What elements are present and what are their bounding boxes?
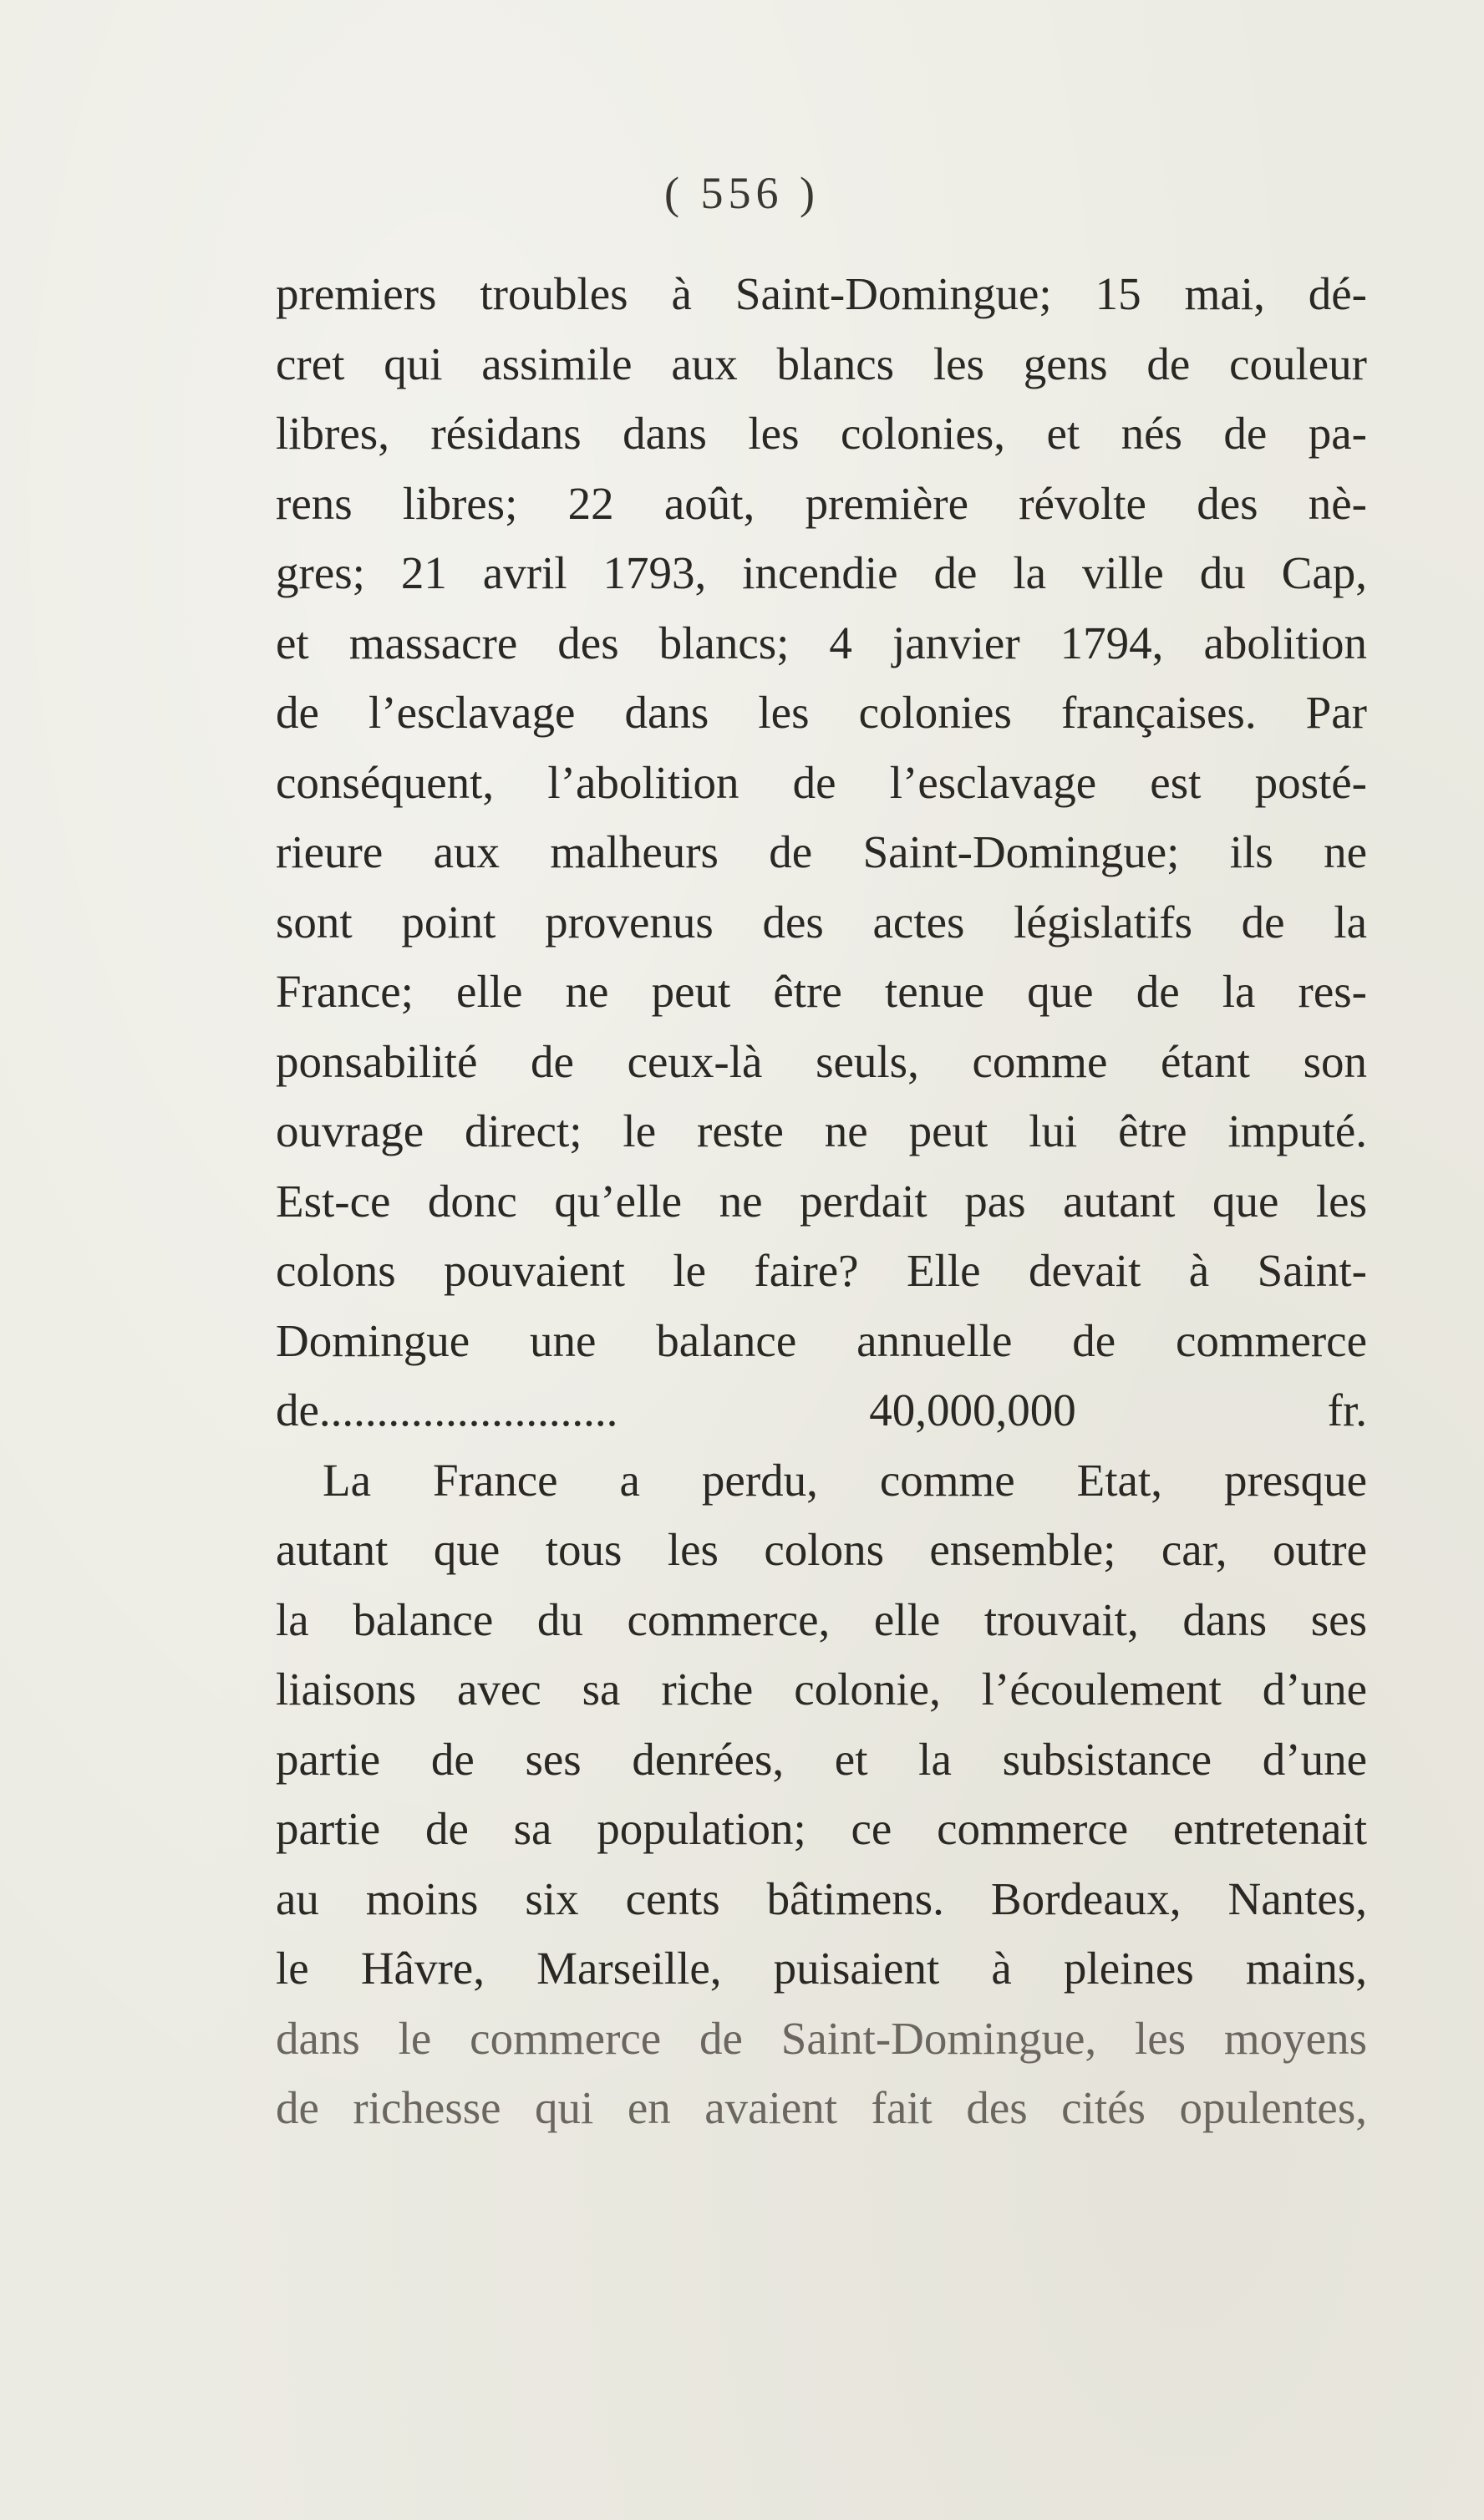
text-line: Est-ce donc qu’elle ne perdait pas autant que les bbox=[276, 1175, 1367, 1227]
text-line: partie de ses denrées, et la subsistance d’une bbox=[276, 1733, 1367, 1785]
text-line: rieure aux malheurs de Saint-Domingue; ils ne bbox=[276, 826, 1367, 877]
page-number: ( 556 ) bbox=[664, 168, 820, 218]
text-line: la balance du commerce, elle trouvait, dans ses bbox=[276, 1593, 1367, 1645]
body-text bbox=[276, 259, 1367, 2143]
text-line-paragraph-start: La France a perdu, comme Etat, presque bbox=[323, 1454, 1367, 1506]
text-line: sont point provenus des actes législatifs de la bbox=[276, 896, 1367, 948]
text-line: Domingue une balance annuelle de commerce bbox=[276, 1314, 1367, 1366]
text-line: France; elle ne peut être tenue que de la res- bbox=[276, 966, 1367, 1017]
text-line: premiers troubles à Saint-Domingue; 15 mai, dé- bbox=[276, 268, 1367, 319]
text-line-amount: de.......................... 40,000,000 fr. bbox=[276, 1384, 1367, 1435]
text-line: gres; 21 avril 1793, incendie de la ville du Cap, bbox=[276, 547, 1367, 598]
text-line: cret qui assimile aux blancs les gens de couleur bbox=[276, 338, 1367, 389]
text-line: autant que tous les colons ensemble; car, outre bbox=[276, 1524, 1367, 1575]
text-line: et massacre des blancs; 4 janvier 1794, abolition bbox=[276, 617, 1367, 668]
text-line: de l’esclavage dans les colonies françaises. Par bbox=[276, 687, 1367, 738]
text-line: conséquent, l’abolition de l’esclavage est posté- bbox=[276, 756, 1367, 808]
text-line: de richesse qui en avaient fait des cités opulentes, bbox=[276, 2082, 1367, 2133]
text-line: rens libres; 22 août, première révolte des nè- bbox=[276, 477, 1367, 529]
text-line: colons pouvaient le faire? Elle devait à Saint- bbox=[276, 1245, 1367, 1296]
text-line: liaisons avec sa riche colonie, l’écoulement d’une bbox=[276, 1664, 1367, 1715]
text-line: au moins six cents bâtimens. Bordeaux, Nantes, bbox=[276, 1872, 1367, 1924]
text-line: ouvrage direct; le reste ne peut lui être imputé. bbox=[276, 1105, 1367, 1156]
text-line: le Hâvre, Marseille, puisaient à pleines mains, bbox=[276, 1943, 1367, 1994]
text-line: libres, résidans dans les colonies, et nés de pa- bbox=[276, 408, 1367, 459]
text-line: partie de sa population; ce commerce entretenait bbox=[276, 1803, 1367, 1854]
text-line: ponsabilité de ceux-là seuls, comme étant son bbox=[276, 1035, 1367, 1087]
text-line: dans le commerce de Saint-Domingue, les moyens bbox=[276, 2012, 1367, 2064]
